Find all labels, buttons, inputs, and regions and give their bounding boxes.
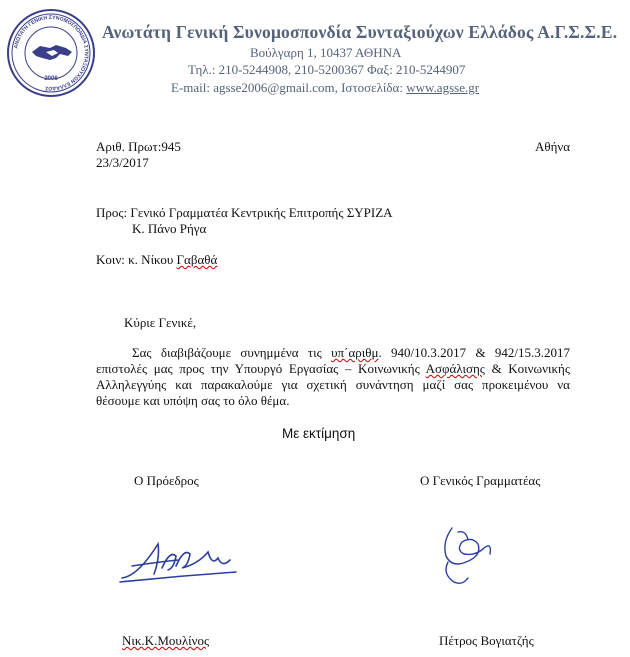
- recipient-name: Κ. Πάνο Ρήγα: [132, 221, 207, 236]
- cc-name: Γαβαθά: [176, 252, 218, 267]
- letter-date: 23/3/2017: [96, 155, 149, 170]
- salutation: Κύριε Γενικέ,: [124, 315, 197, 330]
- body-line-2: επιστολές μας προς την Υπουργό Εργασίας – Κοινωνικής Ασφάλισης & Κοινωνικής: [96, 361, 570, 376]
- sign-off: Με εκτίμηση: [282, 426, 356, 441]
- svg-text:ΑΝΩΤΑΤΗ ΓΕΝΙΚΗ ΣΥΝΟΜΟΣΠΟΝΔΙΑ Σ: ΑΝΩΤΑΤΗ ΓΕΝΙΚΗ ΣΥΝΟΜΟΣΠΟΝΔΙΑ ΣΥΝΤΑΞΙΟΥΧΩΝ ΕΛΛΑΔΟΣ: [13, 14, 90, 92]
- protocol-number: Αριθ. Πρωτ:945: [96, 139, 181, 154]
- seal-year: 2006: [44, 76, 58, 82]
- email-label: E-mail: agsse2006@gmail.com, Ιστοσελίδα:: [171, 80, 407, 95]
- cc-prefix: Κοιν: κ. Νίκου: [96, 252, 177, 267]
- secretary-signature: [432, 522, 502, 590]
- recipient-line: Προς: Γενικό Γραμματέα Κεντρικής Επιτροπής ΣΥΡΙΖΑ: [96, 205, 393, 220]
- body-line-1: Σας διαβιβάζουμε συνημμένα τις υπ΄αριθμ. 940/10.3.2017 & 942/15.3.2017: [132, 345, 570, 360]
- letter-city: Αθήνα: [535, 139, 571, 154]
- organization-address: Βούλγαρη 1, 10437 ΑΘΗΝΑ: [250, 45, 402, 60]
- secretary-name: Πέτρος Βογιατζής: [439, 633, 534, 648]
- organization-contact: [171, 80, 479, 96]
- website-link[interactable]: www.agsse.gr: [406, 80, 480, 95]
- body-line-4: θέσουμε και υπόψη σας το όλο θέμα.: [96, 393, 290, 408]
- secretary-role: Ο Γενικός Γραμματέας: [420, 473, 541, 488]
- president-name: Νικ.Κ.Μουλίνος: [122, 633, 210, 648]
- cc-line: [96, 252, 217, 268]
- president-signature: [118, 538, 238, 588]
- organization-title: Ανωτάτη Γενική Συνομοσπονδία Συνταξιούχων Ελλάδος Α.Γ.Σ.Σ.Ε.: [102, 22, 618, 42]
- body-line-3: Αλληλεγγύης και παρακαλούμε για σχετική συνάντηση μαζί σας προκειμένου να: [96, 377, 570, 392]
- president-role: Ο Πρόεδρος: [134, 473, 199, 488]
- organization-seal-logo: [6, 8, 96, 98]
- organization-phones: Τηλ.: 210-5244908, 210-5200367 Φαξ: 210-5244907: [188, 62, 466, 77]
